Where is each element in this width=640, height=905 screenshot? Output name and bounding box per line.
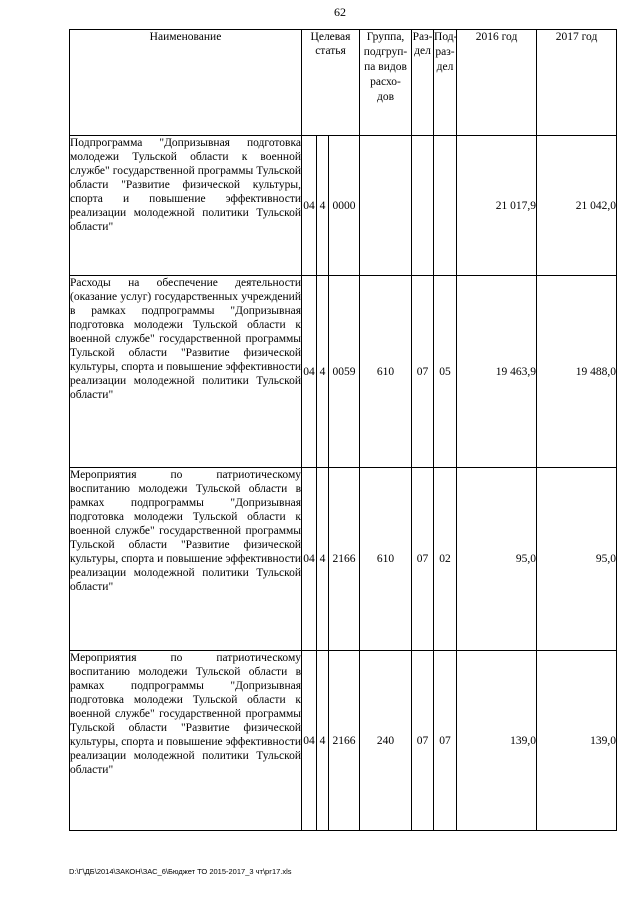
amount-2016: 139,0 (457, 651, 537, 831)
section-code: 07 (412, 468, 434, 651)
target-code-part1: 04 (302, 276, 317, 468)
header-group-line: подгруп- (363, 46, 408, 58)
header-section-line: Раз- (412, 31, 433, 43)
table-row (70, 136, 617, 276)
section-code (412, 136, 434, 276)
target-code-part1: 04 (302, 136, 317, 276)
subsection-code: 05 (434, 276, 457, 468)
header-subsection-line: Под- (434, 31, 458, 43)
header-subsection-line: дел (436, 61, 454, 73)
amount-2016: 19 463,9 (457, 276, 537, 468)
header-2016: 2016 год (457, 30, 537, 136)
target-code-part3: 0059 (329, 276, 360, 468)
target-code-part1: 04 (302, 651, 317, 831)
table-row (70, 276, 617, 468)
file-path-footer: D:\Г\ДБ\2014\ЗАКОН\ЗАС_6\Бюджет ТО 2015-2017_3 чт\рг17.xls (69, 867, 292, 876)
amount-2016: 95,0 (457, 468, 537, 651)
table-row (70, 651, 617, 831)
header-name: Наименование (70, 30, 302, 136)
target-code-part2: 4 (317, 468, 329, 651)
target-code-part3: 2166 (329, 651, 360, 831)
amount-2017: 19 488,0 (537, 276, 617, 468)
header-2017: 2017 год (537, 30, 617, 136)
amount-2017: 95,0 (537, 468, 617, 651)
amount-2016: 21 017,9 (457, 136, 537, 276)
target-code-part3: 0000 (329, 136, 360, 276)
section-code: 07 (412, 276, 434, 468)
header-group-line: па видов (364, 61, 407, 73)
row-description: Мероприятия по патриотическому воспитанию молодежи Тульской области в рамках подпрограммы "Допризывная подготовка молодежи Тульской области к военной службе" государственной программы Тульской области "Развитие физической культуры, спорта и повышение эффективности реализации молодежной политики Тульской области" (70, 651, 302, 831)
table-row (70, 468, 617, 651)
header-group-line: Группа, (366, 31, 405, 43)
amount-2017: 139,0 (537, 651, 617, 831)
header-subsection-line: раз- (435, 46, 455, 58)
header-group-line: расхо- (370, 76, 401, 88)
header-section-line: дел (414, 45, 431, 57)
expense-group: 240 (360, 651, 412, 831)
expense-group: 610 (360, 468, 412, 651)
header-group-line: дов (377, 91, 395, 103)
amount-2017: 21 042,0 (537, 136, 617, 276)
page-number: 62 (334, 5, 346, 19)
table-header-row (70, 30, 617, 136)
target-code-part2: 4 (317, 651, 329, 831)
subsection-code: 02 (434, 468, 457, 651)
target-code-part3: 2166 (329, 468, 360, 651)
expense-group (360, 136, 412, 276)
subsection-code (434, 136, 457, 276)
header-subsection (434, 30, 457, 136)
row-description: Расходы на обеспечение деятельности (оказание услуг) государственных учреждений в рамках подпрограммы "Допризывная подготовка молодежи Тульской области к военной службе" государственной программы Тульской области "Развитие физической культуры, спорта и повышение эффективности реализации молодежной политики Тульской области" (70, 276, 302, 468)
header-target-line2: статья (315, 45, 346, 57)
row-description: Мероприятия по патриотическому воспитанию молодежи Тульской области в рамках подпрограммы "Допризывная подготовка молодежи Тульской области к военной службе" государственной программы Тульской области "Развитие физической культуры, спорта и повышение эффективности реализации молодежной политики Тульской области" (70, 468, 302, 651)
target-code-part2: 4 (317, 136, 329, 276)
header-target-line1: Целевая (310, 31, 351, 43)
row-description: Подпрограмма "Допризывная подготовка молодежи Тульской области к военной службе" государственной программы Тульской области "Развитие физической культуры, спорта и повышение эффективности реализации молодежной политики Тульской области" (70, 136, 302, 276)
header-target-article (302, 30, 360, 136)
expense-group: 610 (360, 276, 412, 468)
target-code-part2: 4 (317, 276, 329, 468)
section-code: 07 (412, 651, 434, 831)
subsection-code: 07 (434, 651, 457, 831)
target-code-part1: 04 (302, 468, 317, 651)
budget-table (69, 29, 617, 831)
header-section (412, 30, 434, 136)
header-expense-group (360, 30, 412, 136)
